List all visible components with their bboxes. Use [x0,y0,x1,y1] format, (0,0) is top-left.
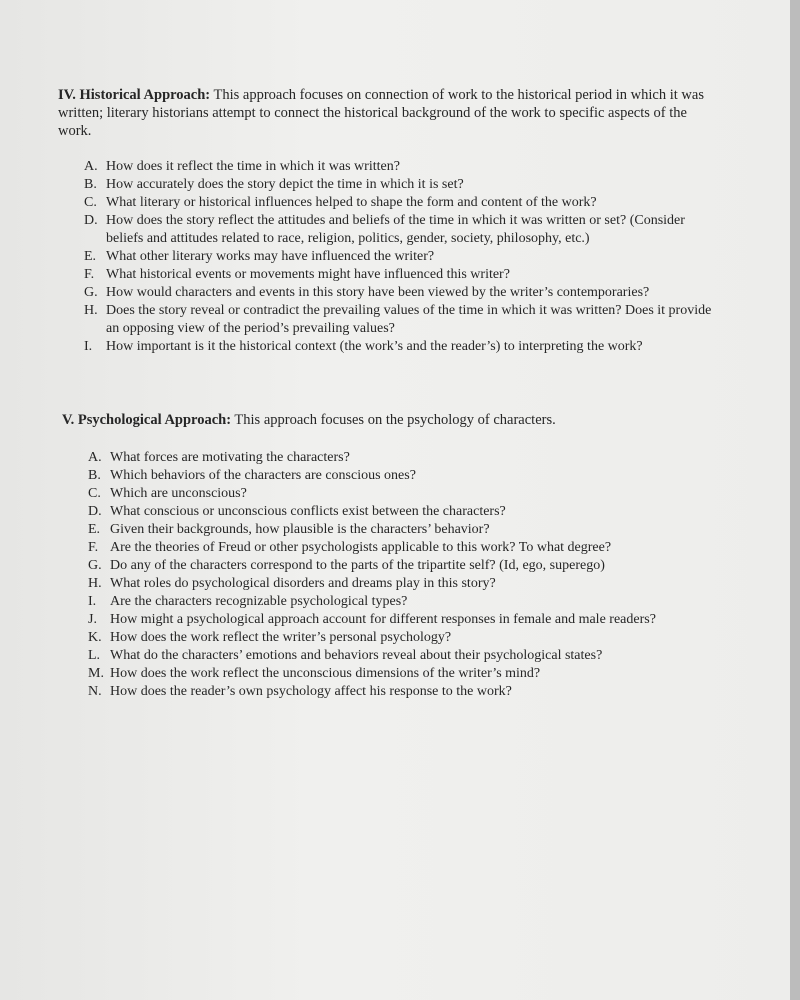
question-text: How does it reflect the time in which it was written? [106,159,400,174]
question-letter: N. [88,684,102,699]
question-text: How important is it the historical context (the work’s and the reader’s) to interpreting the work? [106,339,643,354]
psychological-questions-list [88,449,688,701]
question-item [84,266,724,284]
question-text: How would characters and events in this story have been viewed by the writer’s contemporaries? [106,285,650,300]
question-letter: H. [84,303,98,318]
psychological-approach-intro [62,411,727,429]
question-item [88,449,688,467]
question-item [84,194,724,212]
question-text: Given their backgrounds, how plausible is the characters’ behavior? [110,522,490,537]
question-text: How does the story reflect the attitudes and beliefs of the time in which it was written or set? (Consider beliefs and attitudes related to race, religion, politics, gender, society, philosophy, etc.) [106,213,685,246]
question-letter: A. [88,450,102,465]
question-item [88,503,688,521]
question-text: How does the reader’s own psychology affect his response to the work? [110,684,512,699]
question-letter: D. [84,213,98,228]
question-letter: A. [84,159,98,174]
question-text: Which are unconscious? [110,486,247,501]
question-item [88,485,688,503]
question-letter: C. [88,486,101,501]
question-letter: F. [84,267,95,282]
question-letter: B. [84,177,97,192]
question-item [84,212,724,248]
question-text: Are the characters recognizable psychological types? [110,594,408,609]
question-item [84,302,724,338]
question-letter: E. [88,522,101,537]
question-letter: G. [88,558,102,573]
question-text: What literary or historical influences helped to shape the form and content of the work? [106,195,597,210]
question-letter: D. [88,504,102,519]
question-letter: J. [88,612,97,627]
question-item [88,539,688,557]
question-item [88,683,688,701]
question-item [88,665,688,683]
question-text: What other literary works may have influenced the writer? [106,249,435,264]
question-item [88,467,688,485]
question-letter: I. [84,339,93,354]
historical-questions-list [84,158,724,356]
section-heading: V. Psychological Approach: [62,412,232,428]
question-letter: B. [88,468,101,483]
question-letter: M. [88,666,104,681]
section-description: This approach focuses on connection of work to the historical period in which it was written; literary historians attempt to connect the historical background of the work to specific aspects of the work. [58,87,704,139]
question-text: How accurately does the story depict the time in which it is set? [106,177,464,192]
question-item [84,338,724,356]
question-text: How does the work reflect the writer’s personal psychology? [110,630,452,645]
question-letter: L. [88,648,101,663]
question-text: Does the story reveal or contradict the prevailing values of the time in which it was written? Does it provide an opposing view of the period’s prevailing values? [106,303,712,336]
question-text: Which behaviors of the characters are conscious ones? [110,468,416,483]
section-description: This approach focuses on the psychology of characters. [231,412,556,428]
question-text: What roles do psychological disorders and dreams play in this story? [110,576,496,591]
question-letter: K. [88,630,102,645]
question-text: Are the theories of Freud or other psychologists applicable to this work? To what degree? [110,540,612,555]
scan-edge [790,0,800,1000]
question-letter: I. [88,594,97,609]
question-letter: H. [88,576,102,591]
question-letter: C. [84,195,97,210]
question-text: What forces are motivating the characters? [110,450,350,465]
historical-approach-section [0,86,790,356]
section-heading: IV. Historical Approach: [58,87,211,103]
question-text: Do any of the characters correspond to the parts of the tripartite self? (Id, ego, superego) [110,558,605,573]
question-item [88,647,688,665]
question-letter: E. [84,249,97,264]
question-item [88,593,688,611]
question-item [88,575,688,593]
historical-approach-intro [58,86,723,140]
question-item [84,158,724,176]
question-item [88,611,688,629]
question-item [84,248,724,266]
question-text: How might a psychological approach account for different responses in female and male readers? [110,612,656,627]
question-letter: G. [84,285,98,300]
question-item [88,521,688,539]
question-item [88,557,688,575]
question-text: What do the characters’ emotions and behaviors reveal about their psychological states? [110,648,603,663]
question-text: What conscious or unconscious conflicts exist between the characters? [110,504,506,519]
question-item [84,284,724,302]
question-text: How does the work reflect the unconscious dimensions of the writer’s mind? [110,666,541,681]
psychological-approach-section [0,411,790,701]
question-letter: F. [88,540,99,555]
question-item [84,176,724,194]
question-item [88,629,688,647]
question-text: What historical events or movements might have influenced this writer? [106,267,510,282]
